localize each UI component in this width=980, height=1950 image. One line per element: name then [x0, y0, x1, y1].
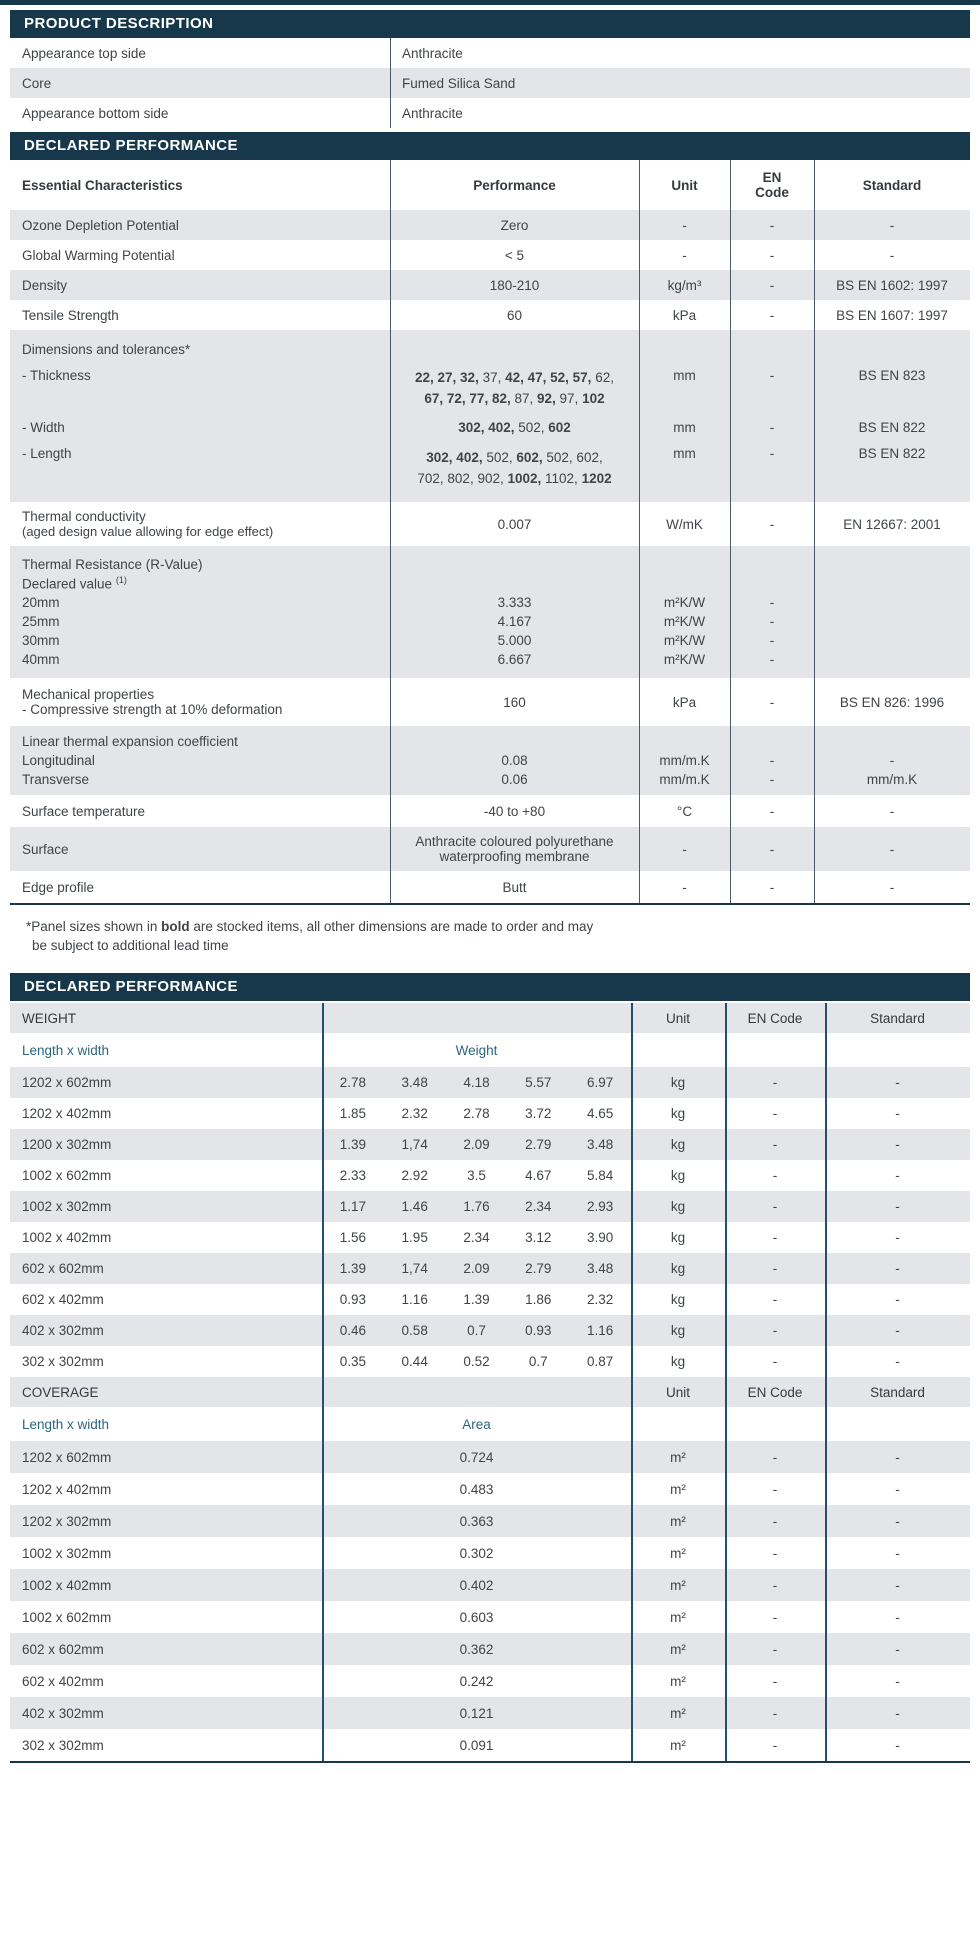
- area-value: 0.242: [459, 1673, 494, 1689]
- unit-value: mm: [673, 419, 696, 435]
- performance-value: 60: [506, 307, 523, 323]
- panel-size: 1002 x 302mm: [22, 1545, 112, 1561]
- column-divider: [390, 38, 391, 128]
- performance-value: 0.06: [501, 772, 528, 787]
- standard-value: -: [895, 1449, 900, 1465]
- area-value: 0.402: [459, 1577, 494, 1593]
- col-en-code: EN Code: [747, 1010, 803, 1026]
- performance-value: < 5: [504, 247, 525, 263]
- standard-value: -: [895, 1199, 900, 1214]
- en-code-value: -: [772, 1577, 778, 1593]
- column-divider: [814, 160, 815, 903]
- table-row: [10, 336, 970, 362]
- en-code-value: -: [772, 1168, 778, 1183]
- panel-size: 1002 x 302mm: [22, 1199, 112, 1214]
- row-label: Thermal Resistance (R-Value): [22, 557, 203, 572]
- weight-values: 1.39 1,74 2.09 2.79 3.48: [339, 1261, 614, 1276]
- unit-value: m²: [670, 1609, 686, 1625]
- column-divider: [730, 160, 731, 903]
- en-code-value: -: [769, 217, 775, 233]
- unit-value: m²: [670, 1545, 686, 1561]
- unit-value: -: [682, 217, 687, 233]
- unit-value: kPa: [672, 307, 697, 323]
- standard-value: -: [895, 1545, 900, 1561]
- area-value: 0.121: [459, 1705, 494, 1721]
- panel-size: 602 x 402mm: [22, 1673, 104, 1689]
- standard-value: -: [895, 1354, 900, 1369]
- col-standard: Standard: [870, 1010, 925, 1026]
- standard-value: BS EN 1602: 1997: [836, 277, 948, 293]
- table-row: [10, 414, 970, 440]
- en-code-value: -: [772, 1261, 778, 1276]
- table-row: [10, 871, 970, 903]
- unit-value: m²K/W: [663, 595, 706, 610]
- unit-value: kg: [670, 1230, 686, 1245]
- standard-value: BS EN 822: [858, 419, 926, 435]
- row-label: Ozone Depletion Potential: [22, 217, 179, 233]
- table-row: [10, 502, 970, 546]
- table-row: [10, 612, 970, 631]
- standard-value: BS EN 822: [858, 446, 926, 461]
- standard-value: -: [895, 1481, 900, 1497]
- row-label: Linear thermal expansion coefficient: [22, 734, 238, 749]
- row-value: Anthracite: [402, 45, 463, 61]
- panel-size: 602 x 402mm: [22, 1292, 104, 1307]
- weight-values: 1.39 1,74 2.09 2.79 3.48: [339, 1137, 614, 1152]
- unit-value: mm: [673, 368, 696, 383]
- thermal-resistance-block: [10, 546, 970, 678]
- table-row: [10, 574, 970, 593]
- standard-value: -: [895, 1261, 900, 1276]
- row-label: Global Warming Potential: [22, 247, 175, 263]
- table-row: [10, 732, 970, 751]
- performance-value: 0.007: [497, 516, 532, 532]
- standard-value: -: [889, 879, 895, 895]
- table-row: [10, 240, 970, 270]
- en-code-value: -: [769, 652, 775, 667]
- declared-performance-header: DECLARED PERFORMANCE: [10, 132, 970, 160]
- unit-value: kg: [670, 1261, 686, 1276]
- en-code-value: -: [772, 1641, 778, 1657]
- table-row: [10, 631, 970, 650]
- en-code-value: -: [772, 1106, 778, 1121]
- declared-performance-table: [10, 160, 970, 905]
- top-edge-strip: [0, 0, 980, 5]
- en-code-value: -: [769, 694, 775, 710]
- performance-value: Zero: [500, 217, 529, 233]
- row-label: Declared value $^{(1)}$: [22, 575, 127, 592]
- row-label: Mechanical properties - Compressive strength at 10% deformation: [22, 687, 283, 717]
- unit-value: kg: [670, 1354, 686, 1369]
- en-code-value: -: [772, 1737, 778, 1753]
- performance-value: 4.167: [497, 614, 532, 629]
- en-code-value: -: [769, 803, 775, 819]
- table-row: [10, 270, 970, 300]
- unit-value: m²: [670, 1449, 686, 1465]
- unit-value: kg/m³: [667, 277, 702, 293]
- en-code-value: -: [769, 247, 775, 263]
- unit-value: m²: [670, 1641, 686, 1657]
- en-code-value: -: [772, 1609, 778, 1625]
- area-column-label: Area: [462, 1416, 491, 1432]
- table-row: [10, 210, 970, 240]
- unit-value: kg: [670, 1137, 686, 1152]
- row-label: - Length: [22, 446, 72, 461]
- unit-value: m²: [670, 1481, 686, 1497]
- table-row: [10, 68, 970, 98]
- standard-value: -: [889, 753, 895, 768]
- row-label: Surface temperature: [22, 803, 146, 819]
- standard-value: -: [895, 1737, 900, 1753]
- performance-value: 3.333: [497, 595, 532, 610]
- table-row: [10, 827, 970, 871]
- unit-value: -: [682, 879, 687, 895]
- standard-value: -: [895, 1641, 900, 1657]
- table-row: [10, 362, 970, 414]
- en-code-value: -: [769, 277, 775, 293]
- performance-value: 180-210: [489, 277, 540, 293]
- panel-size: 1202 x 602mm: [22, 1449, 112, 1465]
- performance-value: 302, 402, 502, 602: [458, 419, 571, 435]
- standard-value: -: [895, 1323, 900, 1338]
- panel-size: 302 x 302mm: [22, 1354, 104, 1369]
- col-essential-characteristics: Essential Characteristics: [22, 177, 183, 193]
- row-label: Appearance bottom side: [22, 105, 169, 121]
- col-unit: Unit: [665, 1384, 690, 1400]
- standard-value: -: [895, 1292, 900, 1307]
- en-code-value: -: [772, 1354, 778, 1369]
- table-row: [10, 650, 970, 669]
- en-code-value: -: [772, 1449, 778, 1465]
- performance-value: 6.667: [497, 652, 532, 667]
- en-code-value: -: [769, 841, 775, 857]
- column-divider: [825, 1003, 827, 1761]
- row-label: - Width: [22, 419, 65, 435]
- standard-value: -: [895, 1168, 900, 1183]
- standard-value: -: [895, 1513, 900, 1529]
- weight-values: 0.93 1.16 1.39 1.86 2.32: [339, 1292, 614, 1307]
- row-label: Density: [22, 277, 68, 293]
- standard-value: BS EN 1607: 1997: [836, 307, 948, 323]
- panel-size: 1202 x 602mm: [22, 1075, 112, 1090]
- unit-value: °C: [676, 803, 693, 819]
- standard-value: -: [895, 1577, 900, 1593]
- unit-value: W/mK: [666, 516, 703, 532]
- column-header-row: [10, 160, 970, 210]
- en-code-value: -: [769, 595, 775, 610]
- en-code-value: -: [769, 633, 775, 648]
- coverage-section-label: COVERAGE: [22, 1384, 99, 1400]
- weight-values: 0.35 0.44 0.52 0.7 0.87: [339, 1354, 614, 1369]
- unit-value: m²K/W: [663, 652, 706, 667]
- en-code-value: -: [772, 1292, 778, 1307]
- unit-value: kg: [670, 1168, 686, 1183]
- weight-values: 1.56 1.95 2.34 3.12 3.90: [339, 1230, 614, 1245]
- performance-value: 160: [503, 694, 526, 710]
- area-value: 0.362: [459, 1641, 494, 1657]
- length-x-width-label: Length x width: [22, 1416, 110, 1432]
- panel-size: 1202 x 402mm: [22, 1481, 112, 1497]
- col-en-code: EN Code: [755, 170, 789, 200]
- standard-value: -: [889, 247, 895, 263]
- panel-size: 1200 x 302mm: [22, 1137, 112, 1152]
- en-code-value: -: [769, 614, 775, 629]
- en-code-value: -: [772, 1137, 778, 1152]
- row-label: Thermal conductivity (aged design value allowing for edge effect): [22, 509, 274, 539]
- area-value: 0.483: [459, 1481, 494, 1497]
- col-standard: Standard: [870, 1384, 925, 1400]
- footnote: *Panel sizes shown in bold are stocked items, all other dimensions are made to order and may be subject to additional lead time: [26, 919, 594, 953]
- panel-size: 1002 x 402mm: [22, 1577, 112, 1593]
- row-label: Core: [22, 75, 52, 91]
- panel-size: 1202 x 302mm: [22, 1513, 112, 1529]
- performance-value: Butt: [502, 879, 527, 895]
- row-label: 25mm: [22, 614, 60, 629]
- weight-values: 0.46 0.58 0.7 0.93 1.16: [339, 1323, 614, 1338]
- standard-value: -: [889, 841, 895, 857]
- area-value: 0.363: [459, 1513, 494, 1529]
- row-label: Tensile Strength: [22, 307, 119, 323]
- table-row: [10, 38, 970, 68]
- standard-value: mm/m.K: [866, 772, 918, 787]
- column-divider: [631, 1003, 633, 1761]
- en-code-value: -: [772, 1673, 778, 1689]
- unit-value: kg: [670, 1106, 686, 1121]
- standard-value: -: [895, 1609, 900, 1625]
- row-label: 30mm: [22, 633, 60, 648]
- row-label: Longitudinal: [22, 753, 95, 768]
- en-code-value: -: [769, 772, 775, 787]
- table-row: [10, 300, 970, 330]
- area-value: 0.724: [459, 1449, 494, 1465]
- area-value: 0.302: [459, 1545, 494, 1561]
- row-value: Anthracite: [402, 105, 463, 121]
- weight-values: 1.17 1.46 1.76 2.34 2.93: [339, 1199, 614, 1214]
- row-label: Surface: [22, 841, 69, 857]
- unit-value: kg: [670, 1199, 686, 1214]
- standard-value: -: [895, 1230, 900, 1245]
- product-description-header: PRODUCT DESCRIPTION: [10, 10, 970, 38]
- unit-value: m²: [670, 1673, 686, 1689]
- table-row: [10, 440, 970, 496]
- table-row: [10, 98, 970, 128]
- en-code-value: -: [769, 307, 775, 323]
- declared-performance-header-2: DECLARED PERFORMANCE: [10, 973, 970, 1001]
- column-divider: [390, 160, 391, 903]
- unit-value: m²: [670, 1737, 686, 1753]
- unit-value: m²: [670, 1513, 686, 1529]
- row-value: Fumed Silica Sand: [402, 75, 516, 91]
- unit-value: m²: [670, 1705, 686, 1721]
- en-code-value: -: [772, 1705, 778, 1721]
- column-divider: [639, 160, 640, 903]
- col-unit: Unit: [665, 1010, 690, 1026]
- table-row: [10, 678, 970, 726]
- area-value: 0.603: [459, 1609, 494, 1625]
- en-code-value: -: [772, 1075, 778, 1090]
- column-divider: [725, 1003, 727, 1761]
- dimensions-block: [10, 330, 970, 502]
- performance-value: -40 to +80: [483, 803, 546, 819]
- unit-value: -: [682, 247, 687, 263]
- weight-column-label: Weight: [455, 1042, 498, 1058]
- en-code-value: -: [769, 419, 775, 435]
- weight-values: 2.33 2.92 3.5 4.67 5.84: [339, 1168, 614, 1183]
- unit-value: m²K/W: [663, 633, 706, 648]
- weight-values: 1.85 2.32 2.78 3.72 4.65: [339, 1106, 614, 1121]
- standard-value: -: [895, 1673, 900, 1689]
- en-code-value: -: [772, 1199, 778, 1214]
- en-code-value: -: [772, 1230, 778, 1245]
- row-label: Transverse: [22, 772, 90, 787]
- en-code-value: -: [769, 368, 775, 383]
- panel-size: 302 x 302mm: [22, 1737, 104, 1753]
- col-unit: Unit: [671, 177, 698, 193]
- row-label: Appearance top side: [22, 45, 146, 61]
- unit-value: m²: [670, 1577, 686, 1593]
- en-code-value: -: [772, 1545, 778, 1561]
- performance-value: 0.08: [501, 753, 528, 768]
- standard-value: EN 12667: 2001: [843, 516, 941, 532]
- standard-value: -: [889, 217, 895, 233]
- panel-size: 1002 x 602mm: [22, 1168, 112, 1183]
- length-x-width-label: Length x width: [22, 1042, 110, 1058]
- en-code-value: -: [769, 879, 775, 895]
- unit-value: kg: [670, 1323, 686, 1338]
- product-description-table: [10, 38, 970, 128]
- col-standard: Standard: [862, 177, 922, 193]
- standard-value: -: [895, 1705, 900, 1721]
- en-code-value: -: [769, 446, 775, 461]
- performance-value: 302, 402, 502, 602, 502, 602, 702, 802, 902, 1002, 1102, 1202: [417, 450, 612, 486]
- unit-value: mm/m.K: [659, 772, 710, 787]
- col-en-code: EN Code: [747, 1384, 803, 1400]
- row-label: 20mm: [22, 595, 60, 610]
- table-row: [10, 593, 970, 612]
- panel-size: 1002 x 402mm: [22, 1230, 112, 1245]
- unit-value: kg: [670, 1292, 686, 1307]
- weight-values: 2.78 3.48 4.18 5.57 6.97: [339, 1075, 614, 1090]
- performance-value: 5.000: [497, 633, 532, 648]
- standard-value: -: [895, 1137, 900, 1152]
- panel-size: 602 x 602mm: [22, 1261, 104, 1276]
- row-label: Edge profile: [22, 879, 95, 895]
- en-code-value: -: [769, 516, 775, 532]
- performance-value: Anthracite coloured polyurethane waterproofing membrane: [415, 834, 614, 864]
- standard-value: BS EN 826: 1996: [839, 694, 945, 710]
- expansion-block: [10, 726, 970, 795]
- en-code-value: -: [772, 1323, 778, 1338]
- unit-value: mm/m.K: [659, 753, 710, 768]
- standard-value: -: [895, 1106, 900, 1121]
- table-row: [10, 751, 970, 770]
- standard-value: -: [895, 1075, 900, 1090]
- row-label: 40mm: [22, 652, 60, 667]
- area-value: 0.091: [459, 1737, 494, 1753]
- row-label: - Thickness: [22, 368, 91, 383]
- en-code-value: -: [769, 753, 775, 768]
- unit-value: mm: [673, 446, 696, 461]
- panel-size: 1202 x 402mm: [22, 1106, 112, 1121]
- panel-size: 1002 x 602mm: [22, 1609, 112, 1625]
- panel-size: 402 x 302mm: [22, 1323, 104, 1338]
- table-row: [10, 555, 970, 574]
- column-divider: [322, 1003, 324, 1761]
- en-code-value: -: [772, 1481, 778, 1497]
- panel-size: 602 x 602mm: [22, 1641, 104, 1657]
- unit-value: kPa: [672, 694, 697, 710]
- table-row: [10, 770, 970, 789]
- unit-value: kg: [670, 1075, 686, 1090]
- en-code-value: -: [772, 1513, 778, 1529]
- standard-value: BS EN 823: [858, 368, 926, 383]
- standard-value: -: [889, 803, 895, 819]
- weight-coverage-table: [10, 1003, 970, 1763]
- table-row: [10, 795, 970, 827]
- col-performance: Performance: [473, 177, 556, 193]
- row-label: Dimensions and tolerances*: [22, 341, 191, 357]
- unit-value: -: [682, 841, 687, 857]
- panel-size: 402 x 302mm: [22, 1705, 104, 1721]
- weight-section-label: WEIGHT: [22, 1010, 76, 1026]
- unit-value: m²K/W: [663, 614, 706, 629]
- performance-value: 22, 27, 32, 37, 42, 47, 52, 57, 62, 67, 72, 77, 82, 87, 92, 97, 102: [415, 370, 614, 406]
